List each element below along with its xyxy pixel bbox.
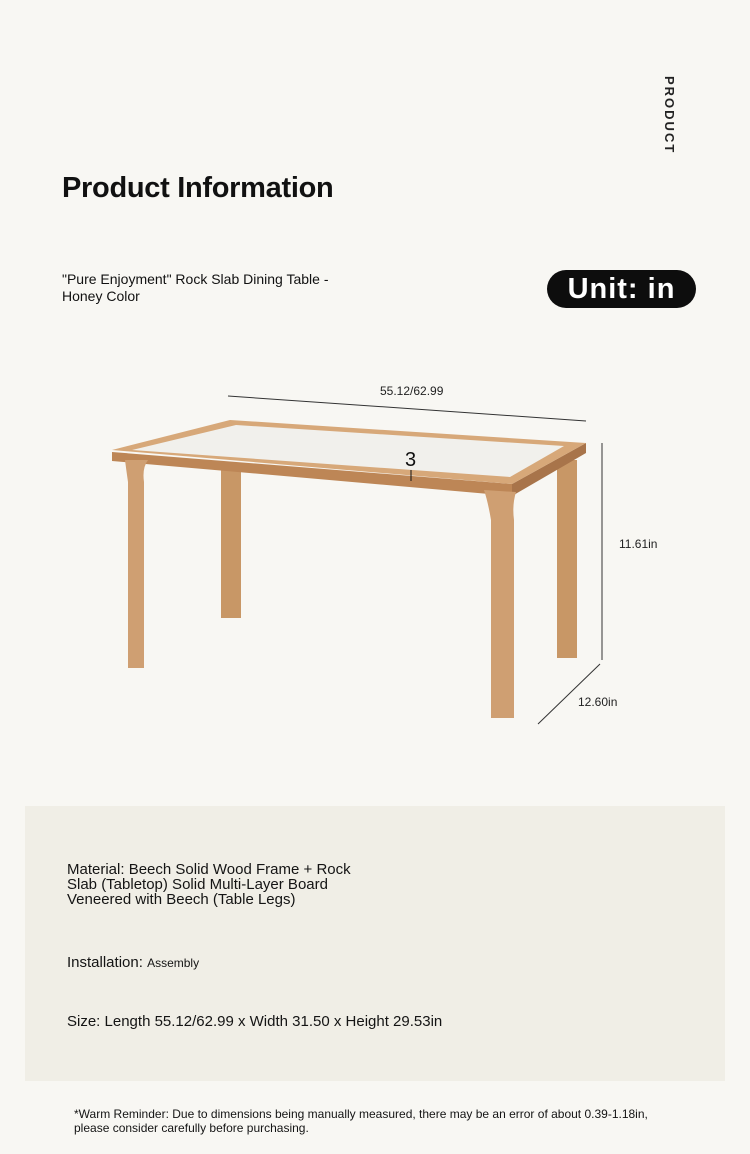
front-left-leg bbox=[125, 460, 148, 668]
installation-label: Installation: bbox=[67, 954, 143, 971]
vertical-tag: PRODUCT bbox=[662, 76, 677, 155]
product-name: "Pure Enjoyment" Rock Slab Dining Table - Honey Color bbox=[62, 271, 329, 304]
length-label: 55.12/62.99 bbox=[380, 384, 444, 398]
size-label: Size: bbox=[67, 1013, 101, 1030]
warm-reminder: *Warm Reminder: Due to dimensions being manually measured, there may be an error of about 0.39-1.18in, please consider carefully before purchasing. bbox=[74, 1107, 648, 1135]
size-spec bbox=[67, 1013, 442, 1030]
spec-panel bbox=[25, 806, 725, 1081]
unit-badge: Unit: in bbox=[547, 270, 696, 308]
material-label: Material: bbox=[67, 861, 125, 878]
center-marker: 3 bbox=[405, 449, 417, 471]
installation-value: Assembly bbox=[147, 956, 200, 970]
depth-dimension-line bbox=[538, 664, 600, 724]
depth-label: 12.60in bbox=[578, 695, 618, 709]
length-dimension-line bbox=[228, 396, 586, 421]
size-value: Length 55.12/62.99 x Width 31.50 x Height 29.53in bbox=[104, 1013, 443, 1030]
material-spec bbox=[67, 862, 367, 907]
installation-spec bbox=[67, 954, 199, 971]
table-dimension-diagram bbox=[0, 360, 750, 740]
page-title: Product Information bbox=[62, 172, 334, 204]
front-right-leg bbox=[484, 490, 516, 718]
material-value: Beech Solid Wood Frame + Rock Slab (Tabletop) Solid Multi-Layer Board Veneered with Beech (Table Legs) bbox=[67, 861, 351, 908]
back-right-leg bbox=[557, 460, 577, 658]
height-label: 11.61in bbox=[619, 537, 658, 551]
back-left-leg bbox=[221, 470, 241, 618]
